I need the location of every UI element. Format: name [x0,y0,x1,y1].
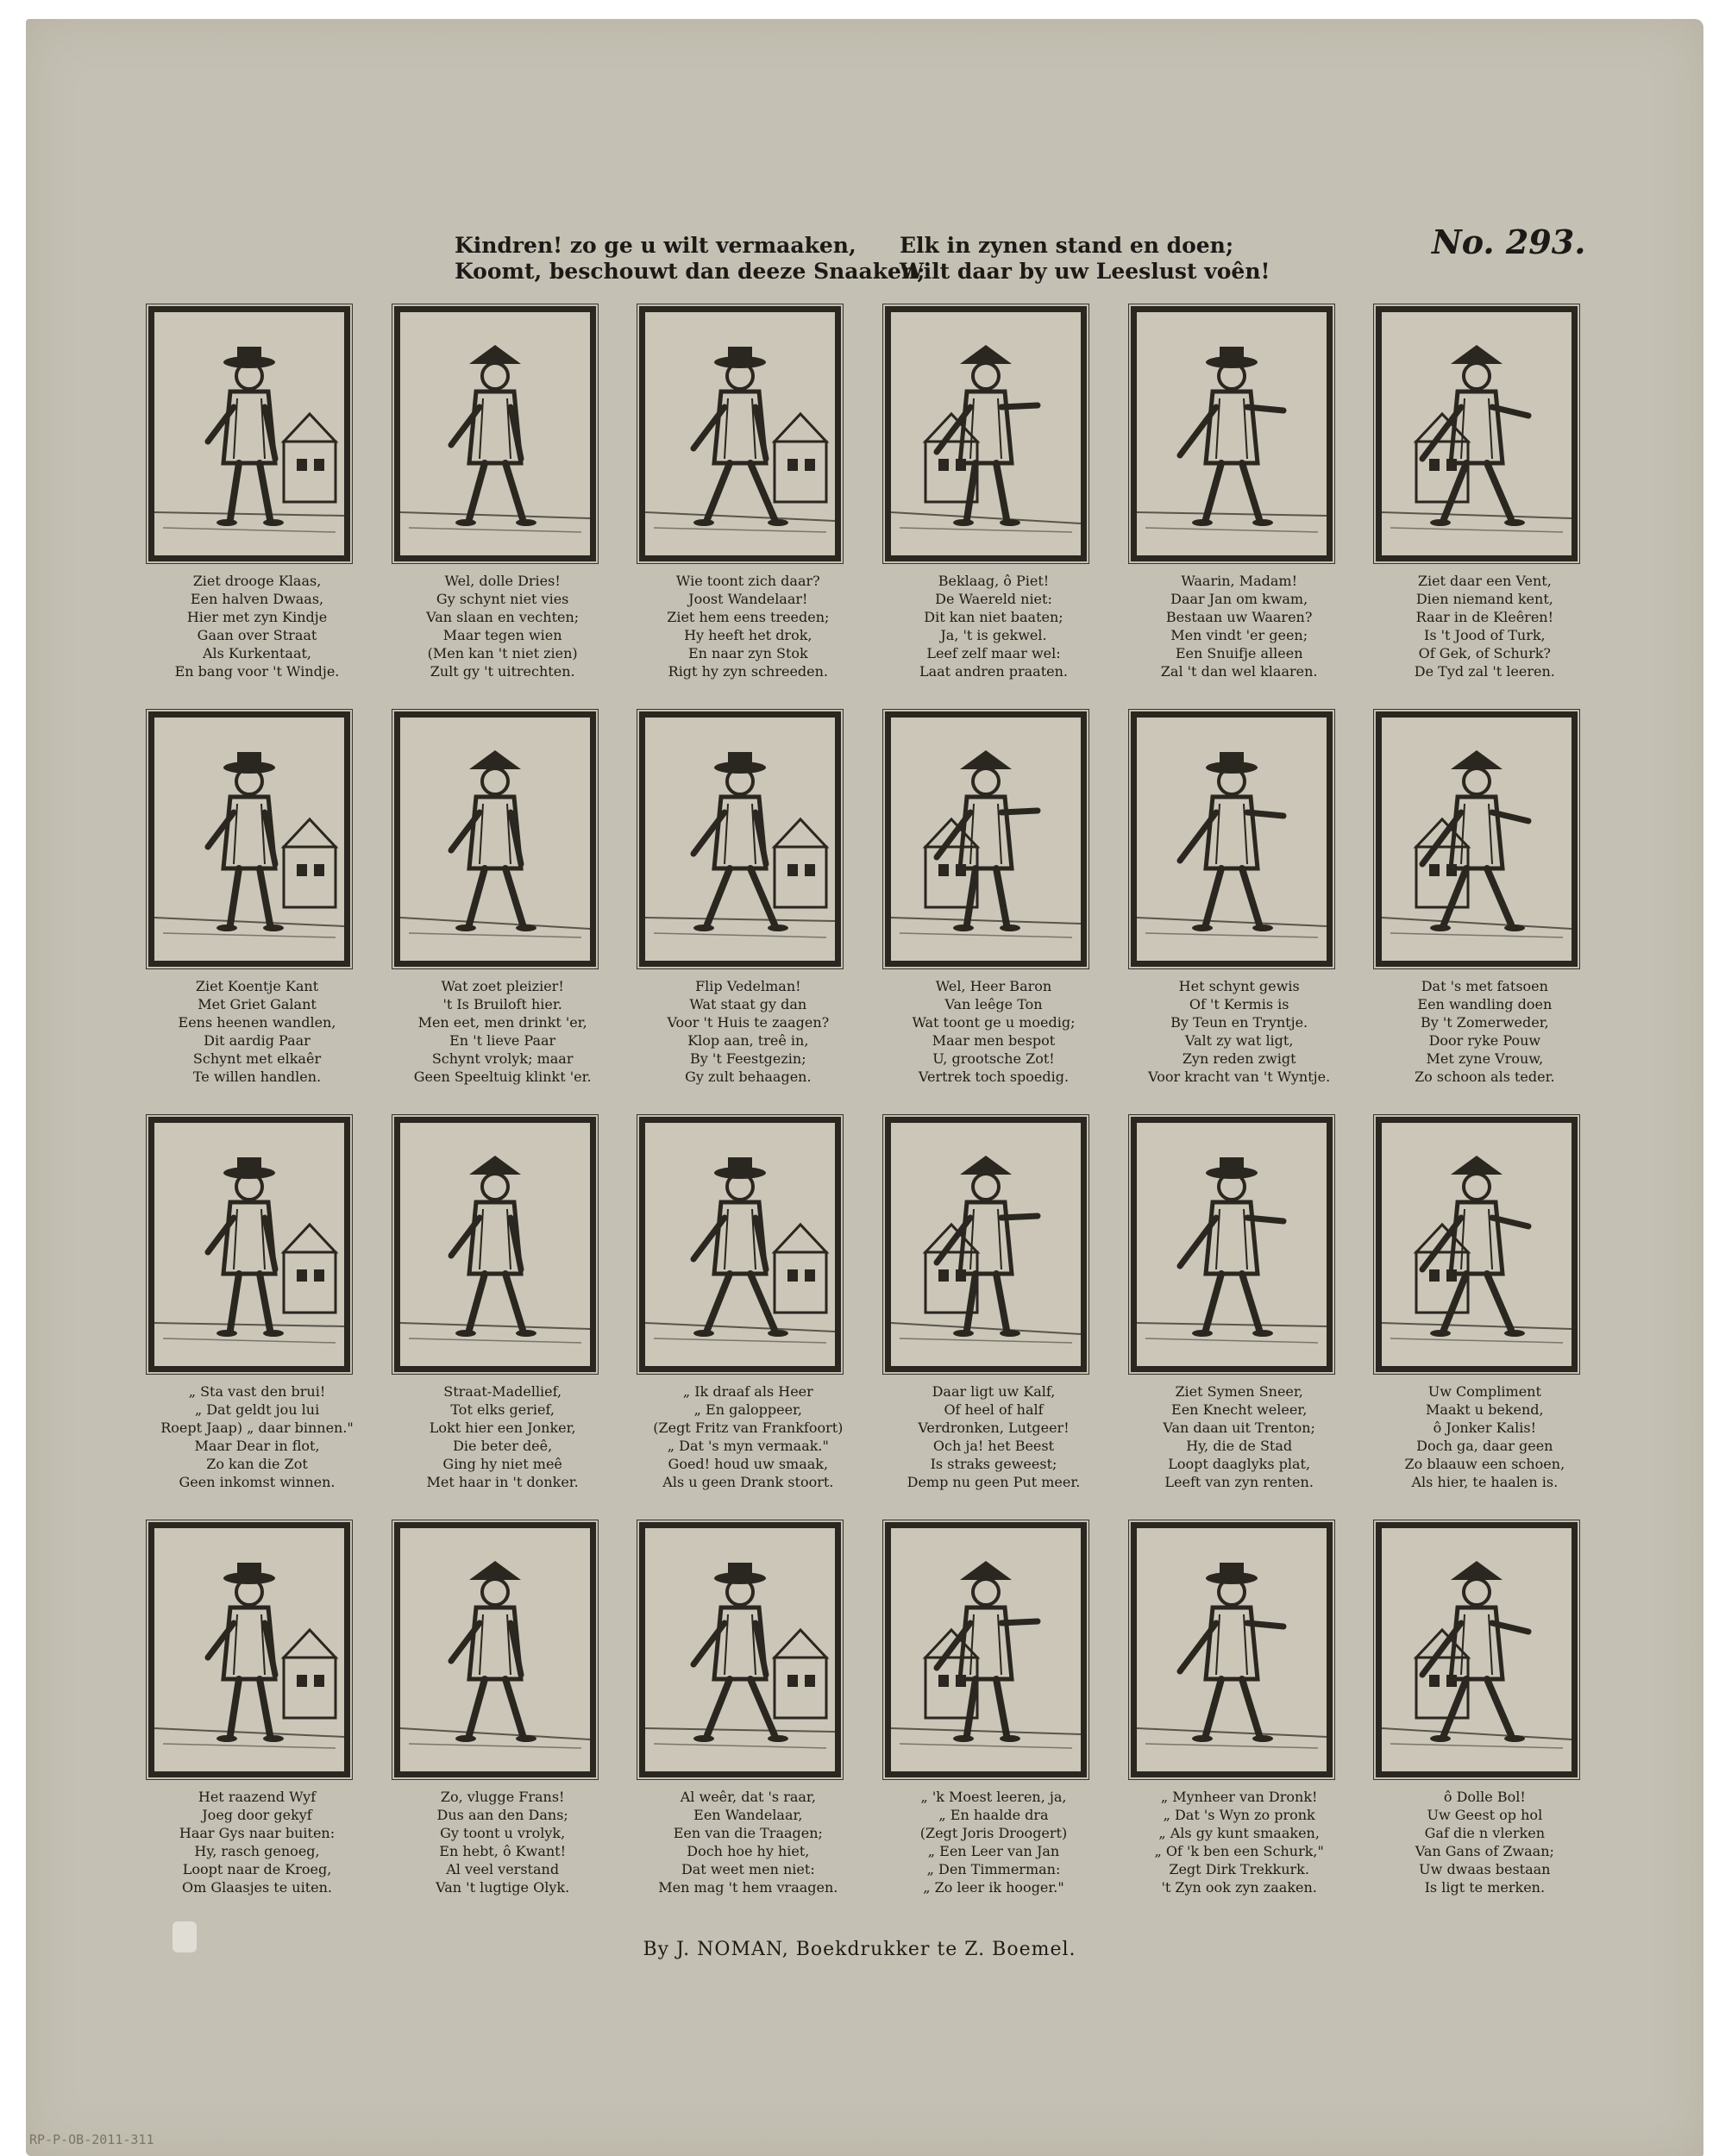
woodcut-man-with-globe-icon [885,306,1087,561]
verse-line: Zult gy 't uitrechten. [430,663,575,680]
verse-line: Doch hoe hy hiet, [687,1843,810,1859]
verse [1120,1788,1358,1896]
verse-line: Ziet Symen Sneer, [1175,1383,1303,1400]
verse-line: ô Jonker Kalis! [1433,1420,1536,1436]
verse-line: Loopt naar de Kroeg, [182,1861,332,1877]
woodcut-baron-icon [885,711,1087,967]
verse-line: Ziet hem eens treeden; [667,609,830,625]
verse-line: Gaf die n vlerken [1424,1825,1546,1841]
verse-line: Zal 't dan wel klaaren. [1160,663,1318,680]
verse [1365,1382,1603,1491]
verse-line: Beklaag, ô Piet! [938,573,1050,589]
verse-line: Maar men bespot [932,1032,1056,1049]
verse-line: Gy toont u vrolyk, [440,1825,566,1841]
verse-line: Ging hy niet meê [442,1456,562,1472]
verse [875,977,1113,1086]
print-cell [1120,1108,1351,1514]
verse-line: Een wandling doen [1417,996,1553,1012]
verse [384,572,622,680]
verse-line: Met Griet Galant [198,996,317,1012]
verse-line: Gy schynt niet vies [436,591,569,607]
verse-line: Om Glaasjes te uiten. [182,1879,332,1896]
verse-line: „ Als gy kunt smaaken, [1158,1825,1320,1841]
verse-line: Of heel of half [944,1401,1044,1418]
print-cell [875,1514,1105,1919]
verse-line: „ Of 'k ben een Schurk," [1154,1843,1324,1859]
verse-line: Maar Dear in flot, [194,1438,320,1454]
woodcut-man-with-ladder-icon [885,1522,1087,1777]
verse-line: Roept Jaap) „ daar binnen." [160,1420,354,1436]
verse [1365,977,1603,1086]
verse-line: Al weêr, dat 's raar, [680,1789,816,1805]
verse-line: „ Sta vast den brui! [188,1383,326,1400]
header-right-verse [900,233,1270,285]
verse-line: Och ja! het Beest [932,1438,1055,1454]
verse-line: Uw Geest op hol [1427,1807,1543,1823]
verse-line: Vertrek toch spoedig. [918,1069,1070,1085]
verse-line: Raar in de Kleêren! [1415,609,1554,625]
verse-line: Of Gek, of Schurk? [1418,645,1551,661]
print-cell [1365,1108,1596,1514]
verse-line: Leef zelf maar wel: [926,645,1061,661]
woodcut-man-with-glass-and-cane-icon [639,306,841,561]
woodcut-man-with-child-icon [148,306,350,561]
print-cell [138,1514,368,1919]
verse-line: Een halven Dwaas, [190,591,324,607]
header-left-verse [455,233,925,285]
print-cell [384,703,614,1108]
verse-line: Het raazend Wyf [198,1789,317,1805]
print-cell [1365,298,1596,703]
verse [629,572,867,680]
verse-line: De Waereld niet: [935,591,1052,607]
verse-line: Hier met zyn Kindje [186,609,328,625]
verse [629,1788,867,1896]
print-cell [875,703,1105,1108]
verse-line: En 't lieve Paar [449,1032,556,1049]
verse-line: Als u geen Drank stoort. [662,1474,834,1490]
verse [138,1788,376,1896]
verse-line: Joost Wandelaar! [688,591,808,607]
verse-line: Bestaan uw Waaren? [1165,609,1313,625]
verse-line: Klop aan, treê in, [687,1032,809,1049]
verse-line: Van slaan en vechten; [426,609,580,625]
verse-line: Te willen handlen. [192,1069,322,1085]
verse-line: Dien niemand kent, [1415,591,1553,607]
verse-line: „ 'k Moest leeren, ja, [920,1789,1067,1805]
verse-line: By Teun en Tryntje. [1170,1014,1308,1031]
woodcut-rider-on-horse-icon [639,1117,841,1372]
print-cell [1365,703,1596,1108]
verse-line: Laat andren praaten. [919,663,1069,680]
print-cell [629,703,859,1108]
verse-line: Ziet drooge Klaas, [192,573,322,589]
verse-line: Loopt daaglyks plat, [1168,1456,1311,1472]
verse [875,1382,1113,1491]
verse-line: „ Zo leer ik hooger." [923,1879,1064,1896]
verse-line: Zo kan die Zot [206,1456,308,1472]
woodcut-couple-walking-icon [148,711,350,967]
verse-line: Door ryke Pouw [1428,1032,1541,1049]
print-cell [629,1108,859,1514]
woodcut-man-leaving-house-icon [148,1522,350,1777]
verse-line: ô Dolle Bol! [1443,1789,1526,1805]
verse-line: Eens heenen wandlen, [178,1014,336,1031]
verse-line: Uw dwaas bestaan [1419,1861,1551,1877]
verse-line: Waarin, Madam! [1181,573,1297,589]
verse-line: Joeg door gekyf [202,1807,312,1823]
verse-line: Rigt hy zyn schreeden. [668,663,829,680]
print-cell [1120,1514,1351,1919]
print-cell [629,298,859,703]
verse-line: Of 't Kermis is [1189,996,1289,1012]
verse-line: (Zegt Joris Droogert) [919,1825,1068,1841]
verse-line: Maar tegen wien [442,627,562,643]
print-cell [384,1514,614,1919]
verse [875,1788,1113,1896]
verse-line: Maakt u bekend, [1426,1401,1544,1418]
woodcut-drinkers-icon [1131,1522,1333,1777]
verse-line: Hy heeft het drok, [684,627,812,643]
verse-line: Straat-Madellief, [443,1383,562,1400]
verse-line: Men vindt 'er geen; [1170,627,1308,643]
print-cell [875,1108,1105,1514]
verse-line: Hy, die de Stad [1186,1438,1293,1454]
verse-line: „ Den Timmerman: [926,1861,1061,1877]
verse-line: „ Mynheer van Dronk! [1160,1789,1318,1805]
verse-line: Ziet Koentje Kant [195,978,319,994]
woodcut-man-at-well-icon [885,1117,1087,1372]
verse-line: Wat staat gy dan [689,996,807,1012]
verse-line: Zegt Dirk Trekkurk. [1169,1861,1309,1877]
verse-line: Daar Jan om kwam, [1170,591,1308,607]
verse-line: En hebt, ô Kwant! [439,1843,567,1859]
print-cell [138,298,368,703]
woodcut-servant-in-town-icon [1131,1117,1333,1372]
print-cell [629,1514,859,1919]
verse [384,1382,622,1491]
verse-line: By 't Zomerweder, [1420,1014,1549,1031]
verse-line: Is ligt te merken. [1424,1879,1546,1896]
woodcut-man-at-door-icon [1376,1117,1578,1372]
print-cell [138,1108,368,1514]
verse-line: En bang voor 't Windje. [174,663,340,680]
verse-line: (Men kan 't niet zien) [427,645,578,661]
verse-line: Schynt met elkaêr [192,1050,322,1067]
verse-line: Is 't Jood of Turk, [1424,627,1546,643]
verse-line: Dus aan den Dans; [436,1807,568,1823]
verse [384,1788,622,1896]
verse [138,1382,376,1491]
verse-line: Wat toont ge u moedig; [912,1014,1076,1031]
verse-line: En naar zyn Stok [687,645,808,661]
printer-imprint: By J. NOMAN, Boekdrukker te Z. Boemel. [643,1939,1076,1960]
header-line: Elk in zynen stand en doen; [900,233,1234,258]
verse-line: „ Dat 's myn vermaak." [667,1438,829,1454]
woodcut-grid [138,298,1596,1919]
verse-line: By 't Feestgezin; [690,1050,806,1067]
verse-line: „ En galoppeer, [693,1401,803,1418]
verse-line: Wie toont zich daar? [675,573,820,589]
verse-line: Met haar in 't donker. [426,1474,579,1490]
woodcut-walker-with-stick-icon [639,1522,841,1777]
verse-line: Van Gans of Zwaan; [1415,1843,1554,1859]
header-line: Kindren! zo ge u wilt vermaaken, [455,233,856,258]
verse-line: Uw Compliment [1427,1383,1541,1400]
verse-line: Dat 's met fatsoen [1421,978,1548,994]
woodcut-lady-with-fan-icon [1376,711,1578,967]
verse-line: Voor kracht van 't Wyntje. [1148,1069,1331,1085]
verse [384,977,622,1086]
verse [1120,1382,1358,1491]
verse-line: Dat weet men niet: [681,1861,815,1877]
verse [875,572,1113,680]
verse-line: Gy zult behaagen. [685,1069,812,1085]
verse-line: (Zegt Fritz van Frankfoort) [653,1420,844,1436]
woodcut-figure-in-cloak-icon [1376,306,1578,561]
verse-line: Een Snuifje alleen [1175,645,1303,661]
verse-line: Dit kan niet baaten; [924,609,1063,625]
verse-line: Goed! houd uw smaak, [668,1456,829,1472]
print-cell [384,298,614,703]
print-cell [384,1108,614,1514]
verse-line: Daar ligt uw Kalf, [932,1383,1056,1400]
verse-line: Als Kurkentaat, [202,645,311,661]
verse-line: Met zyne Vrouw, [1426,1050,1544,1067]
woodcut-winged-cupid-icon [1376,1522,1578,1777]
verse-line: Voor 't Huis te zaagen? [667,1014,830,1031]
verse [138,572,376,680]
verse [629,1382,867,1491]
verse-line: Al veel verstand [446,1861,560,1877]
header-line: Wilt daar by uw Leeslust voên! [900,259,1270,284]
verse-line: Flip Vedelman! [695,978,801,994]
woodcut-wedding-table-icon [394,711,596,967]
verse-line: Zo blaauw een schoen, [1404,1456,1565,1472]
verse-line: Een van die Traagen; [673,1825,823,1841]
print-cell [138,703,368,1108]
verse-line: Van 't lugtige Olyk. [436,1879,570,1896]
verse-line: „ Een Leer van Jan [927,1843,1060,1859]
verse-line: Een Wandelaar, [693,1807,803,1823]
woodcut-man-waving-icon [394,306,596,561]
verse-line: Zyn reden zwigt [1182,1050,1296,1067]
verse-line: „ Dat 's Wyn zo pronk [1163,1807,1315,1823]
header-line: Koomt, beschouwt dan deeze Snaaken; [455,259,925,284]
verse-line: Ja, 't is gekwel. [940,627,1047,643]
verse-line: „ Ik draaf als Heer [682,1383,813,1400]
verse-line: Een Knecht weleer, [1171,1401,1308,1418]
verse-line: Doch ga, daar geen [1416,1438,1553,1454]
woodcut-man-at-house-icon [148,1117,350,1372]
verse [138,977,376,1086]
verse [1120,977,1358,1086]
print-cell [1120,298,1351,703]
verse-line: Wel, Heer Baron [935,978,1052,994]
verse-line: Verdronken, Lutgeer! [918,1420,1070,1436]
verse-line: Valt zy wat ligt, [1184,1032,1294,1049]
verse-line: Die beter deê, [453,1438,553,1454]
verse-line: Van leêge Ton [944,996,1043,1012]
accession-number: RP-P-OB-2011-311 [29,2132,154,2147]
verse-line: Dit aardig Paar [204,1032,311,1049]
print-cell [1120,703,1351,1108]
verse-line: Zo schoon als teder. [1415,1069,1555,1085]
verse-line: Haar Gys naar buiten: [179,1825,336,1841]
verse-line: Men eet, men drinkt 'er, [417,1014,587,1031]
verse-line: Is straks geweest; [930,1456,1057,1472]
verse-line: „ Dat geldt jou lui [194,1401,320,1418]
print-cell [875,298,1105,703]
verse-line: Geen inkomst winnen. [179,1474,336,1490]
woodcut-fiddler-icon [639,711,841,967]
verse-line: Van daan uit Trenton; [1163,1420,1315,1436]
verse-line: Als hier, te haalen is. [1411,1474,1559,1490]
woodcut-pedlar-and-woman-icon [1131,306,1333,561]
verse-line: „ En haalde dra [938,1807,1049,1823]
verse-line: Leeft van zyn renten. [1164,1474,1314,1490]
verse [1365,572,1603,680]
woodcut-man-dancing-icon [394,1522,596,1777]
verse-line: Schynt vrolyk; maar [431,1050,574,1067]
verse-line: U, grootsche Zot! [932,1050,1055,1067]
print-cell [1365,1514,1596,1919]
verse-line: Lokt hier een Jonker, [429,1420,576,1436]
verse-line: Tot elks gerief, [450,1401,555,1418]
woodcut-dancing-couple-icon [394,1117,596,1372]
verse [1120,572,1358,680]
verse-line: Geen Speeltuig klinkt 'er. [413,1069,592,1085]
verse-line: Hy, rasch genoeg, [194,1843,320,1859]
verse-line: Gaan over Straat [197,627,317,643]
verse [629,977,867,1086]
verse-line: Ziet daar een Vent, [1417,573,1552,589]
verse-line: 't Is Bruiloft hier. [442,996,562,1012]
woodcut-couple-at-fair-icon [1131,711,1333,967]
verse-line: Demp nu geen Put meer. [907,1474,1081,1490]
verse-line: Men mag 't hem vraagen. [658,1879,838,1896]
verse-line: Zo, vlugge Frans! [440,1789,565,1805]
verse-line: De Tyd zal 't leeren. [1414,663,1555,680]
sheet-number: No. 293. [1432,222,1586,261]
verse-line: Wel, dolle Dries! [444,573,561,589]
verse-line: Het schynt gewis [1178,978,1300,994]
verse-line: Wat zoet pleizier! [441,978,564,994]
verse [1365,1788,1603,1896]
verse-line: 't Zyn ook zyn zaaken. [1161,1879,1317,1896]
